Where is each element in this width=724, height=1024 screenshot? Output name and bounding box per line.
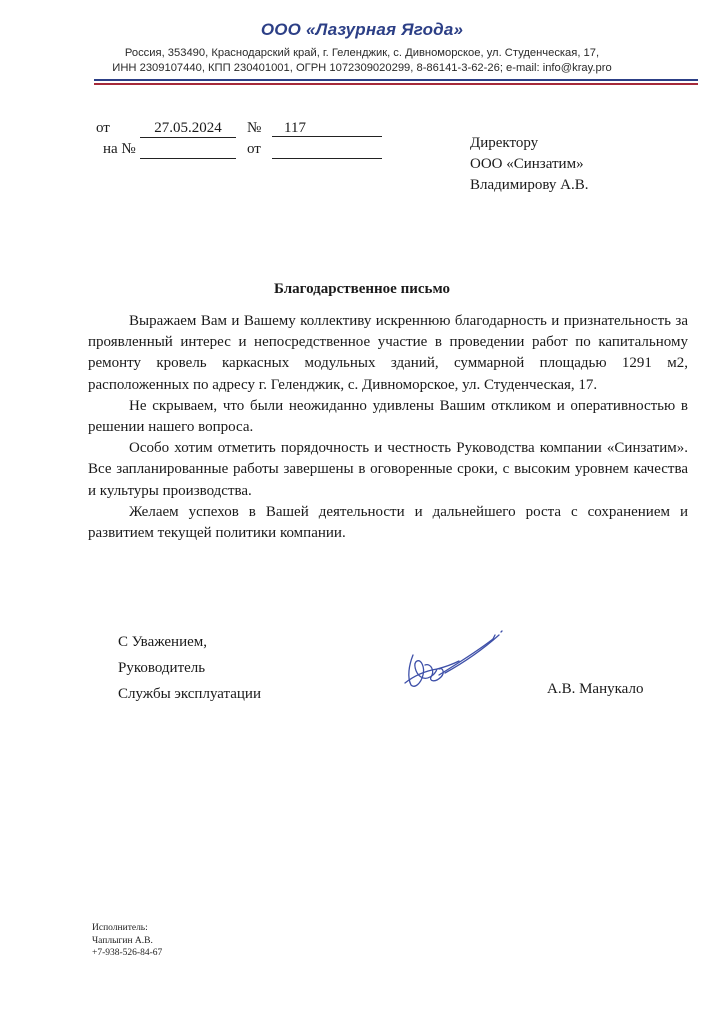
- ref-date-value: 27.05.2024: [140, 119, 236, 138]
- signatory-name: А.В. Манукало: [547, 681, 644, 697]
- executor-block: [92, 922, 162, 960]
- header-rule-red: [94, 83, 698, 85]
- signatory-block: [118, 629, 261, 707]
- body-paragraph-3: Особо хотим отметить порядочность и честность Руководства компании «Синзатим». Все запланированные работы завершены в оговоренные сроки, с высоким уровнем качества и культуры производства.: [88, 440, 688, 499]
- ref-number-value: 117: [272, 119, 382, 137]
- ref-date: [140, 119, 236, 138]
- company-address: Россия, 353490, Краснодарский край, г. Геленджик, с. Дивноморское, ул. Студенческая, 17,: [124, 47, 600, 59]
- handwritten-signature: [395, 625, 510, 697]
- body-paragraph-2: Не скрываем, что были неожиданно удивлены Вашим откликом и оперативностью в решении нашего вопроса.: [88, 397, 688, 436]
- signatory-position-1: Руководитель: [118, 660, 206, 676]
- executor-name: Чаплыгин А.В.: [92, 935, 153, 946]
- body-paragraph-4: Желаем успехов в Вашей деятельности и дальнейшего роста с сохранением и развитием текущей политики компании.: [88, 503, 688, 542]
- addressee-name: Владимирову А.В.: [470, 177, 589, 193]
- company-name: ООО «Лазурная Ягода»: [260, 20, 464, 39]
- reply-number: [140, 140, 236, 164]
- reply-number-label: на №: [103, 141, 136, 157]
- reply-number-value: [140, 140, 236, 159]
- addressee-position: Директору: [470, 135, 539, 151]
- letter-body: [88, 311, 688, 544]
- addressee-block: [470, 133, 588, 196]
- reply-from-label: от: [247, 141, 261, 157]
- reply-date-value: [272, 140, 382, 159]
- letter-title: Благодарственное письмо: [274, 281, 450, 297]
- executor-label: Исполнитель:: [92, 923, 148, 933]
- ref-number-label: №: [247, 120, 262, 136]
- ref-number: [272, 119, 382, 137]
- ref-from-label: от: [96, 120, 110, 136]
- reply-date: [272, 140, 382, 164]
- executor-phone: +7-938-526-84-67: [92, 948, 163, 958]
- regards-text: С Уважением,: [118, 634, 208, 650]
- company-requisites: ИНН 2309107440, КПП 230401001, ОГРН 1072309020299, 8-86141-3-62-26; e-mail: info@kray.pro: [112, 62, 612, 74]
- addressee-company: ООО «Синзатим»: [470, 156, 584, 172]
- header-rule-navy: [94, 79, 698, 81]
- signatory-position-2: Службы эксплуатации: [118, 686, 261, 702]
- body-paragraph-1: Выражаем Вам и Вашему коллективу искреннюю благодарность и признательность за проявленный интерес и непосредственное участие в проведении работ по капитальному ремонту кровель каркасных модульных зданий, суммарной площадью 1291 м2, расположенных по адресу г. Геленджик, с. Дивноморское, ул. Студенческая, 17.: [88, 313, 688, 393]
